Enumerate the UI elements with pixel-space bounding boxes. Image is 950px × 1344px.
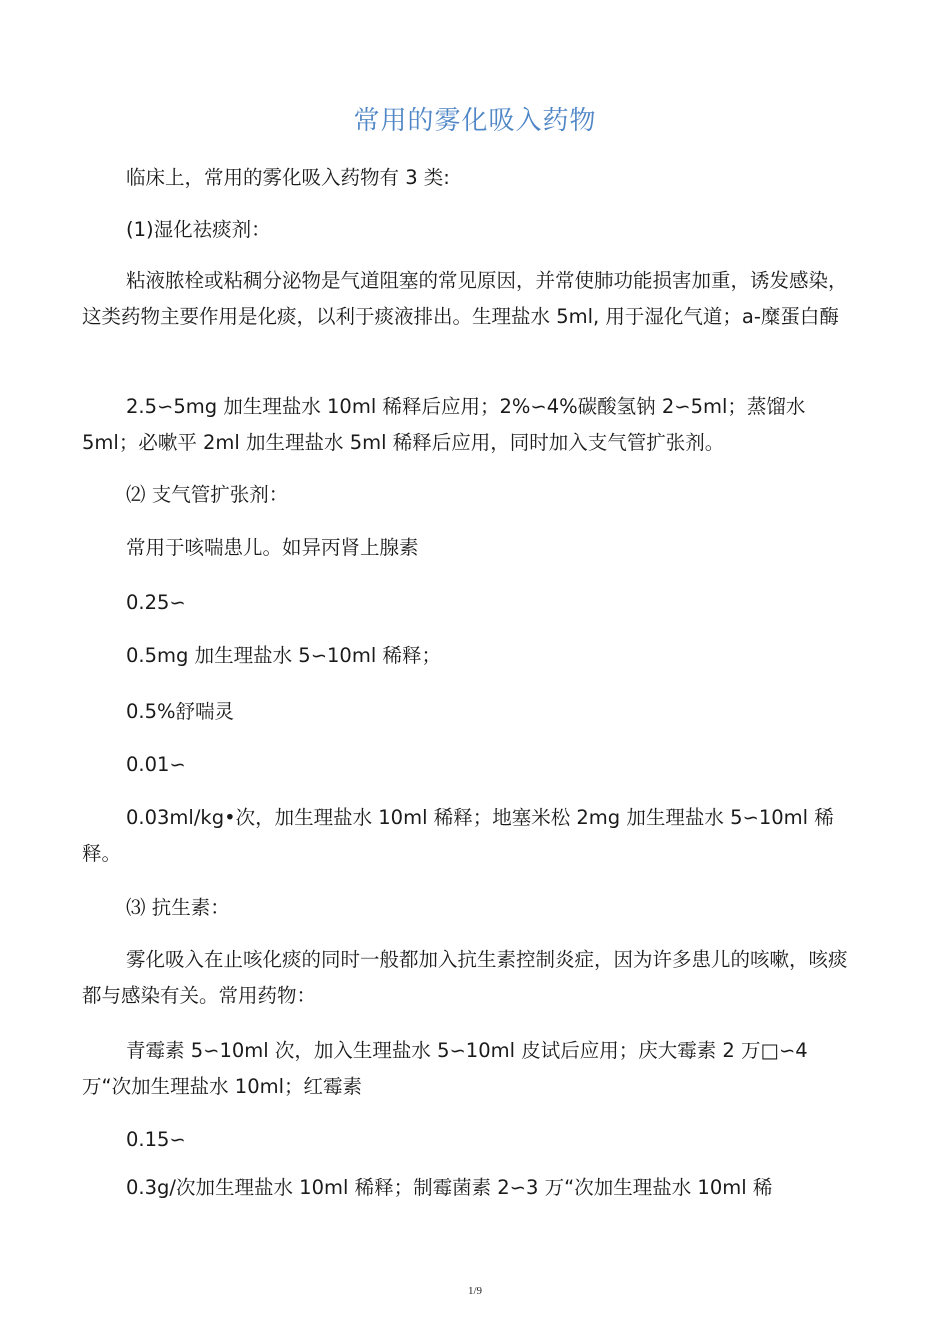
paragraph: 0.5mg 加生理盐水 5∽10ml 稀释； xyxy=(126,644,441,667)
section-heading-1: (1)湿化祛痰剂： xyxy=(126,218,271,241)
paragraph: 0.03ml/kg•次，加生理盐水 10ml 稀释；地塞米松 2mg 加生理盐水 5∽10ml 稀释。 xyxy=(82,806,834,865)
paragraph: 青霉素 5∽10ml 次，加入生理盐水 5∽10ml 皮试后应用；庆大霉素 2 万□∽4 万“次加生理盐水 10ml；红霉素 xyxy=(82,1039,808,1098)
paragraph-intro: 临床上，常用的雾化吸入药物有 3 类: xyxy=(126,166,450,189)
document-title: 常用的雾化吸入药物 xyxy=(353,106,597,136)
paragraph: 粘液脓栓或粘稠分泌物是气道阻塞的常见原因，并常使肺功能损害加重，诱发感染，这类药物主要作用是化痰，以利于痰液排出。生理盐水 5ml, 用于湿化气道；a-糜蛋白酶 xyxy=(82,269,848,328)
paragraph: 0.15∽ xyxy=(126,1128,186,1151)
paragraph: 常用于咳喘患儿。如异丙肾上腺素 xyxy=(126,536,419,559)
section-heading-2: ⑵ 支气管扩张剂： xyxy=(126,483,289,506)
paragraph: 0.25∽ xyxy=(126,591,186,614)
page-number: 1/9 xyxy=(467,1285,483,1297)
paragraph: 0.3g/次加生理盐水 10ml 稀释；制霉菌素 2∽3 万“次加生理盐水 10ml 稀 xyxy=(126,1176,773,1199)
section-heading-3: ⑶ 抗生素： xyxy=(126,896,230,919)
paragraph: 0.5%舒喘灵 xyxy=(126,700,235,723)
paragraph: 雾化吸入在止咳化痰的同时一般都加入抗生素控制炎症，因为许多患儿的咳嗽，咳痰都与感染有关。常用药物： xyxy=(82,948,848,1007)
paragraph: 0.01∽ xyxy=(126,753,186,776)
paragraph: 2.5∽5mg 加生理盐水 10ml 稀释后应用；2%∽4%碳酸氢钠 2∽5ml；蒸馏水 5ml；必嗽平 2ml 加生理盐水 5ml 稀释后应用，同时加入支气管扩张剂。 xyxy=(82,395,806,454)
